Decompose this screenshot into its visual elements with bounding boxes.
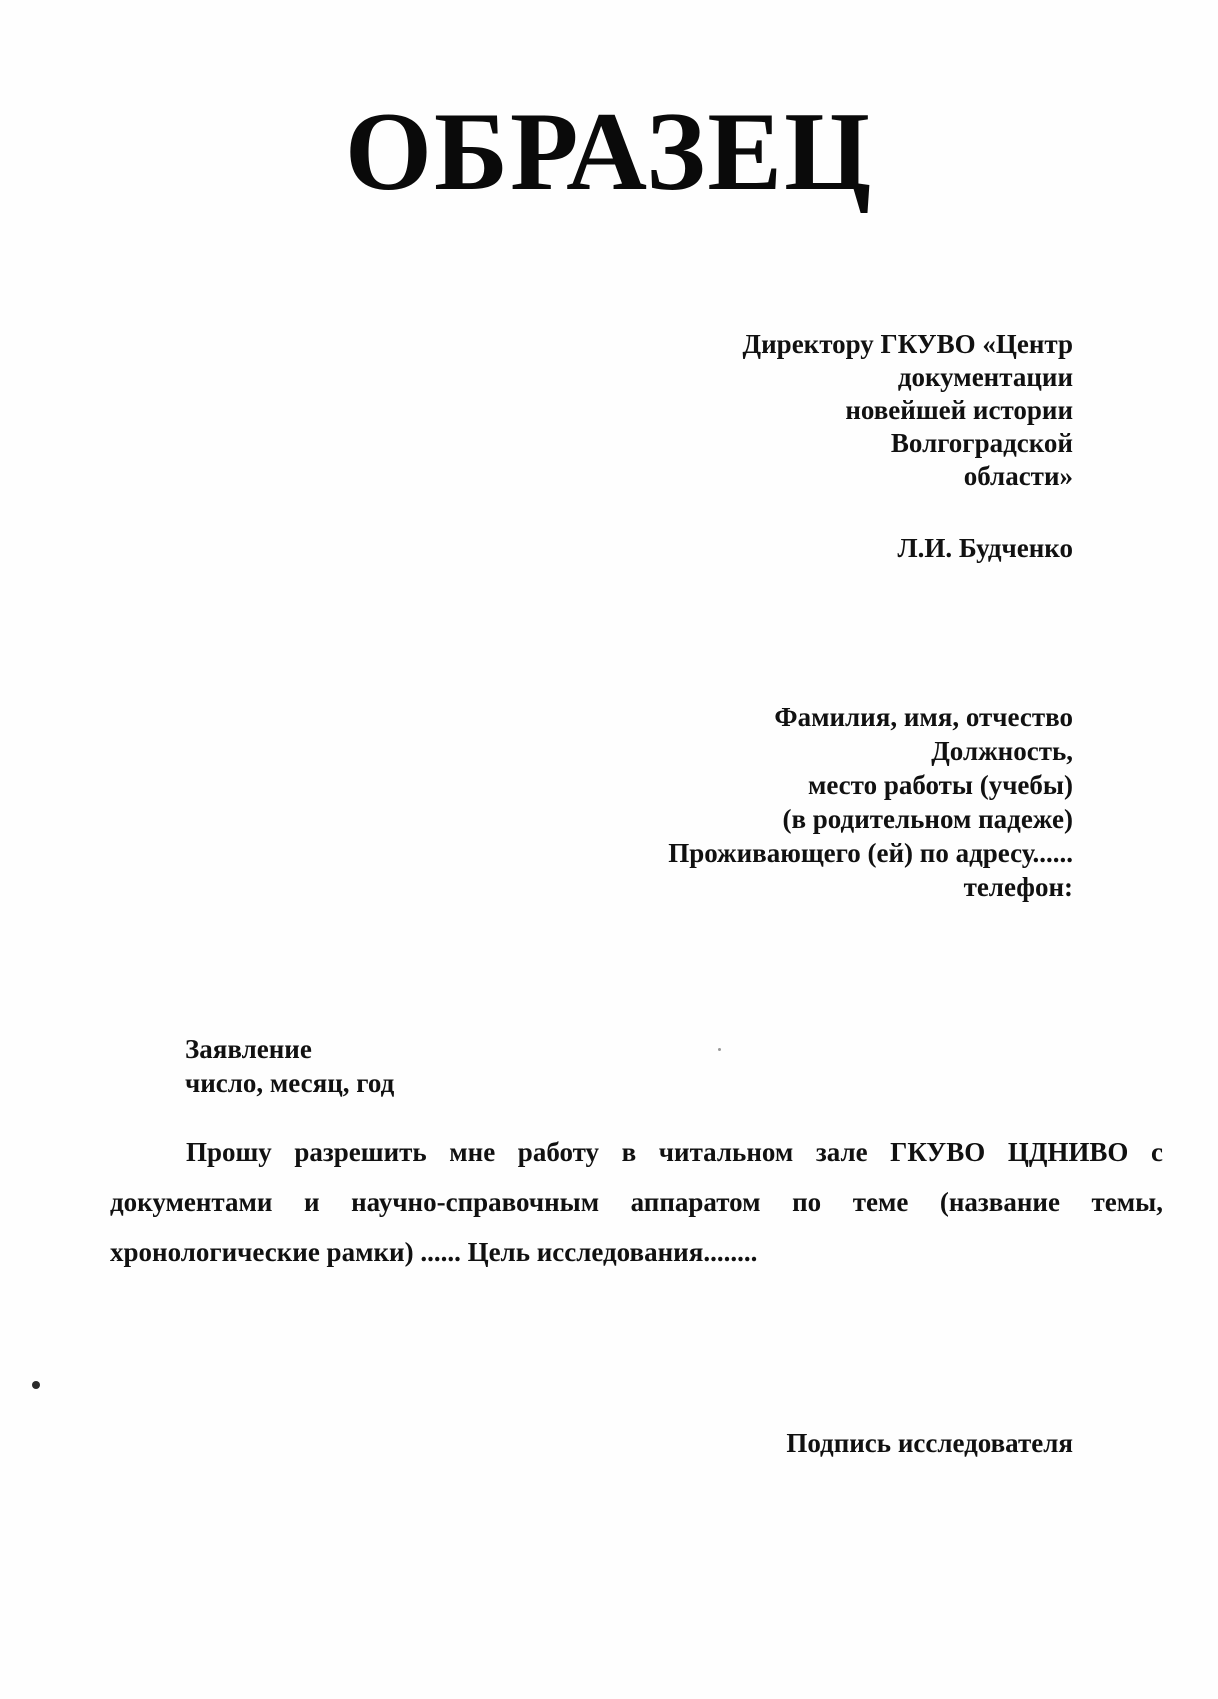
document-type-block bbox=[185, 1032, 394, 1100]
addressee-block bbox=[743, 328, 1073, 493]
applicant-line: (в родительном падеже) bbox=[782, 804, 1073, 834]
addressee-line: документации bbox=[897, 362, 1073, 392]
applicant-line: Должность, bbox=[931, 736, 1073, 766]
addressee-line: области» bbox=[963, 461, 1073, 491]
signature-label: Подпись исследователя bbox=[786, 1428, 1073, 1458]
document-type-label: Заявление bbox=[185, 1034, 312, 1064]
addressee-line: Директору ГКУВО «Центр bbox=[742, 329, 1073, 359]
applicant-block bbox=[668, 700, 1073, 904]
director-name: Л.И. Будченко bbox=[897, 533, 1073, 563]
addressee-line: Волгоградской bbox=[890, 428, 1073, 458]
scan-speck bbox=[32, 1381, 40, 1389]
applicant-line: Фамилия, имя, отчество bbox=[774, 702, 1073, 732]
document-title: ОБРАЗЕЦ bbox=[344, 90, 874, 214]
scan-speck bbox=[718, 1048, 721, 1051]
applicant-line: Проживающего (ей) по адресу...... bbox=[668, 838, 1073, 868]
applicant-line: место работы (учебы) bbox=[807, 770, 1073, 800]
date-placeholder: число, месяц, год bbox=[185, 1068, 395, 1098]
applicant-line: телефон: bbox=[963, 872, 1073, 902]
addressee-line: новейшей истории bbox=[845, 395, 1073, 425]
request-body-text: Прошу разрешить мне работу в читальном зале ГКУВО ЦДНИВО с документами и научно-справочным аппаратом по теме (название темы, хронологические рамки) ...... Цель исследования........ bbox=[110, 1137, 1163, 1267]
